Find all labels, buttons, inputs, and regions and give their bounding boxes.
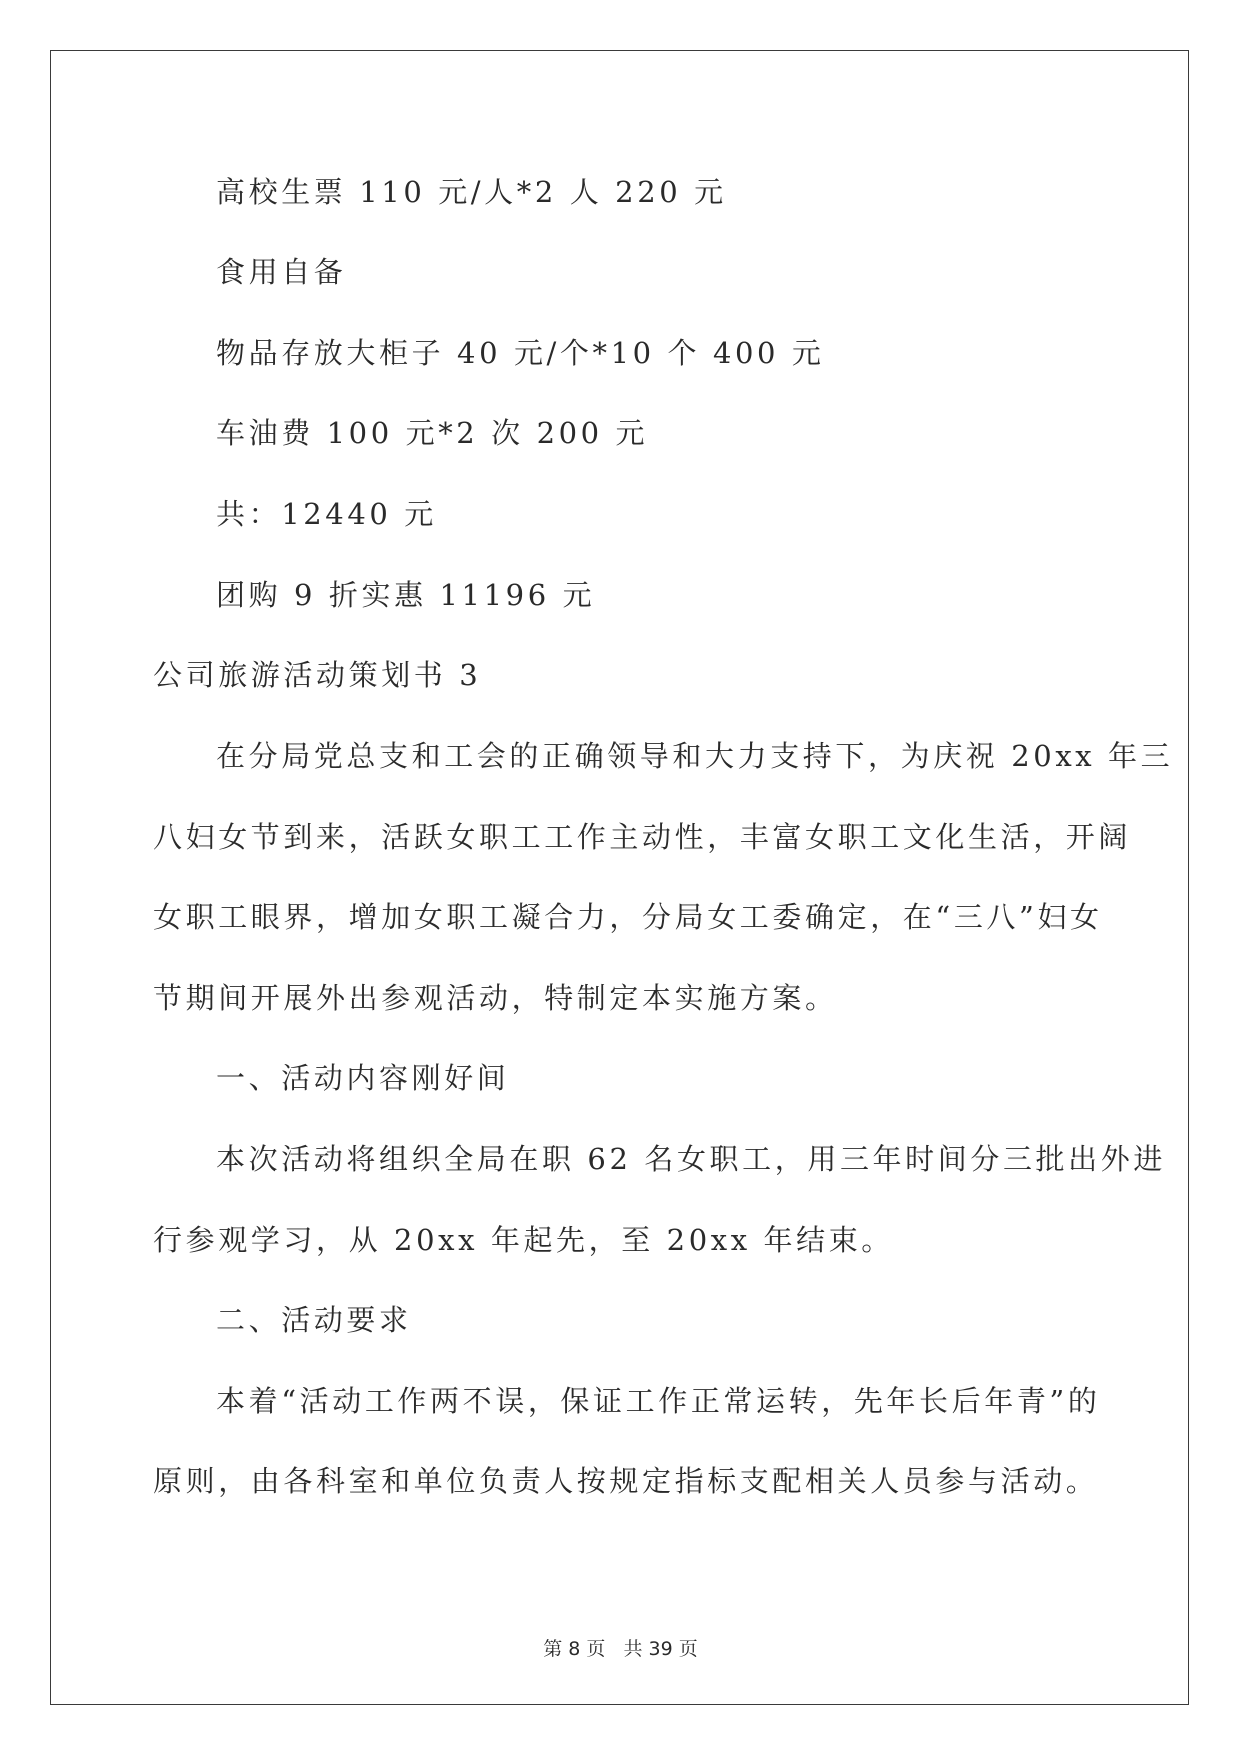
paragraph-line: 原则，由各科室和单位负责人按规定指标支配相关人员参与活动。 [153,1464,1099,1498]
paragraph-line: 行参观学习，从 20xx 年起先，至 20xx 年结束。 [153,1223,894,1257]
paragraph-line: 本次活动将组织全局在职 62 名女职工，用三年时间分三批出外进 [216,1142,1166,1176]
paragraph-line: 女职工眼界，增加女职工凝合力，分局女工委确定，在“三八”妇女 [153,900,1103,934]
section-heading: 公司旅游活动策划书 3 [153,658,482,692]
expense-group-discount: 团购 9 折实惠 11196 元 [216,578,596,612]
expense-line-storage: 物品存放大柜子 40 元/个*10 个 400 元 [216,336,825,370]
page-footer [0,1634,1241,1661]
page-total: 共 39 页 [623,1638,698,1660]
page-border [50,50,1189,1705]
subheading-activity-content: 一、活动内容刚好间 [216,1061,510,1095]
expense-line-student-tickets: 高校生票 110 元/人*2 人 220 元 [216,175,727,209]
paragraph-line: 八妇女节到来，活跃女职工工作主动性，丰富女职工文化生活，开阔 [153,820,1132,854]
paragraph-line: 本着“活动工作两不误，保证工作正常运转，先年长后年青”的 [216,1384,1101,1418]
expense-line-fuel: 车油费 100 元*2 次 200 元 [216,416,649,450]
subheading-activity-requirements: 二、活动要求 [216,1303,412,1337]
expense-line-food: 食用自备 [216,255,347,289]
page-number: 第 8 页 [543,1638,606,1660]
expense-total: 共：12440 元 [216,497,437,531]
paragraph-line: 节期间开展外出参观活动，特制定本实施方案。 [153,981,838,1015]
paragraph-line: 在分局党总支和工会的正确领导和大力支持下，为庆祝 20xx 年三 [216,739,1174,773]
